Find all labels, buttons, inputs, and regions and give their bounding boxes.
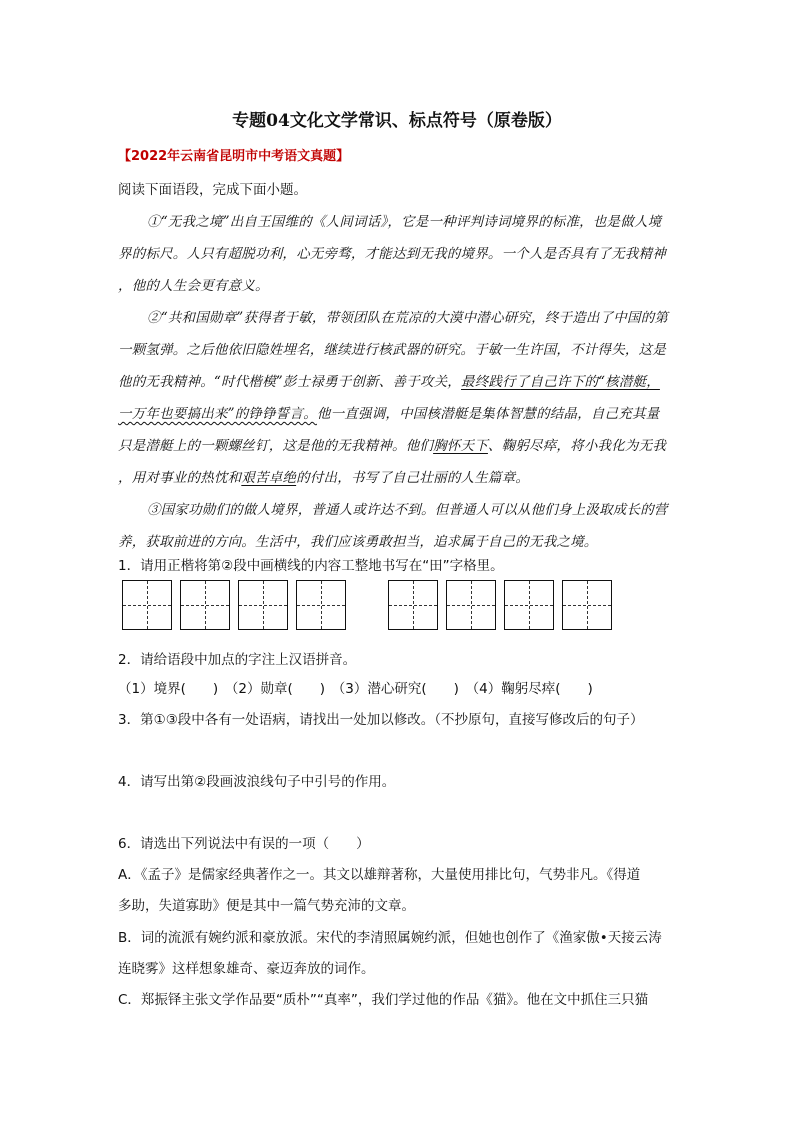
option-a-line2: 多助，失道寡助》便是其中一篇气势充沛的文章。 [118,898,415,914]
question-1: 1．请用正楷将第②段中画横线的内容工整地书写在“田”字格里。 [118,558,504,574]
exam-source-label: 【2022年云南省昆明市中考语文真题】 [118,149,350,164]
tian-grid-group-2 [388,580,612,632]
question-4: 4．请写出第②段画波浪线句子中引号的作用。 [118,774,396,790]
passage-p2-line3-text: 他的无我精神。“时代楷模”彭士禄勇于创新、善于攻关， [118,374,462,390]
tian-grid-cell[interactable] [504,580,554,630]
passage-p2-line6-end: 的付出，书写了自己壮丽的人生篇章。 [296,470,530,486]
tian-grid-cell[interactable] [238,580,288,630]
question-2: 2．请给语段中加点的字注上汉语拼音。 [118,652,357,668]
option-c-line1: C．郑振铎主张文学作品要“质朴”“真率”，我们学过他的作品《猫》。他在文中抓住三只猫 [118,992,649,1008]
question-3: 3．第①③段中各有一处语病，请找出一处加以修改。（不抄原句，直接写修改后的句子） [118,712,644,728]
passage-p1-line1: ①“无我之境”出自王国维的《人间词话》，它是一种评判诗词境界的标准，也是做人境 [147,214,662,230]
passage-p3-line1: ③国家功勋们的做人境界，普通人或许达不到。但普通人可以从他们身上汲取成长的营 [147,502,668,518]
passage-p2-line4-text: 他一直强调，中国核潜艇是集体智慧的结晶，自己充其量 [316,406,660,422]
passage-p1-line3: ，他的人生会更有意义。 [118,278,269,294]
option-b-line2: 连晓雾》这样想象雄奇、豪迈奔放的词作。 [118,961,375,977]
passage-p2-line5 [118,434,666,454]
wavy-underlined-sentence: 一万年也要搞出来”的铮铮誓言。 [118,406,317,422]
option-b-line1: B．词的流派有婉约派和豪放派。宋代的李清照属婉约派，但她也创作了《渔家傲•天接云涛 [118,930,662,946]
tian-grid-cell[interactable] [562,580,612,630]
passage-p2-line1: ②“共和国勋章”获得者于敏，带领团队在荒凉的大漠中潜心研究，终于造出了中国的第 [147,310,669,326]
page-title: 专题04文化文学常识、标点符号（原卷版） [232,111,562,131]
tian-grid-cell[interactable] [122,580,172,630]
passage-p1-line2: 界的标尺。人只有超脱功利，心无旁骛，才能达到无我的境界。一个人是否具有了无我精神 [118,246,666,262]
underlined-phrase-xionghuaitianxia: 胸怀天下 [433,438,488,454]
tian-grid-cell[interactable] [180,580,230,630]
tian-grid-cell[interactable] [388,580,438,630]
passage-p3-line2: 养，获取前进的方向。生活中，我们应该勇敢担当，追求属于自己的无我之境。 [118,534,598,550]
passage-p2-line4 [118,402,659,422]
question-2-items: （1）境界( ) （2）勋章( ) （3）潜心研究( ) （4）鞠躬尽瘁( ) [118,681,593,697]
passage-p2-line6-text: ，用对事业的热忱和 [118,470,242,486]
question-6: 6．请选出下列说法中有误的一项（ ） [118,836,370,852]
passage-p2-line3 [118,370,660,390]
underlined-phrase-jiankuzhuojue: 艰苦卓绝 [241,470,297,486]
intro-text: 阅读下面语段，完成下面小题。 [118,182,307,198]
passage-p2-line2: 一颗氢弹。之后他依旧隐姓埋名，继续进行核武器的研究。于敏一生许国，不计得失，这是 [118,342,666,358]
underlined-sentence-part1: 最终践行了自己许下的“核潜艇， [461,374,660,390]
option-a-line1: A．《孟子》是儒家经典著作之一。其文以雄辩著称，大量使用排比句，气势非凡。《得道 [118,867,641,883]
tian-grid-cell[interactable] [296,580,346,630]
passage-p2-line5-end: 、鞠躬尽瘁，将小我化为无我 [487,438,667,454]
passage-p2-line5-text: 只是潜艇上的一颗螺丝钉，这是他的无我精神。他们 [118,438,434,454]
passage-p2-line6 [118,466,529,486]
tian-grid-cell[interactable] [446,580,496,630]
tian-grid-group-1 [122,580,346,632]
